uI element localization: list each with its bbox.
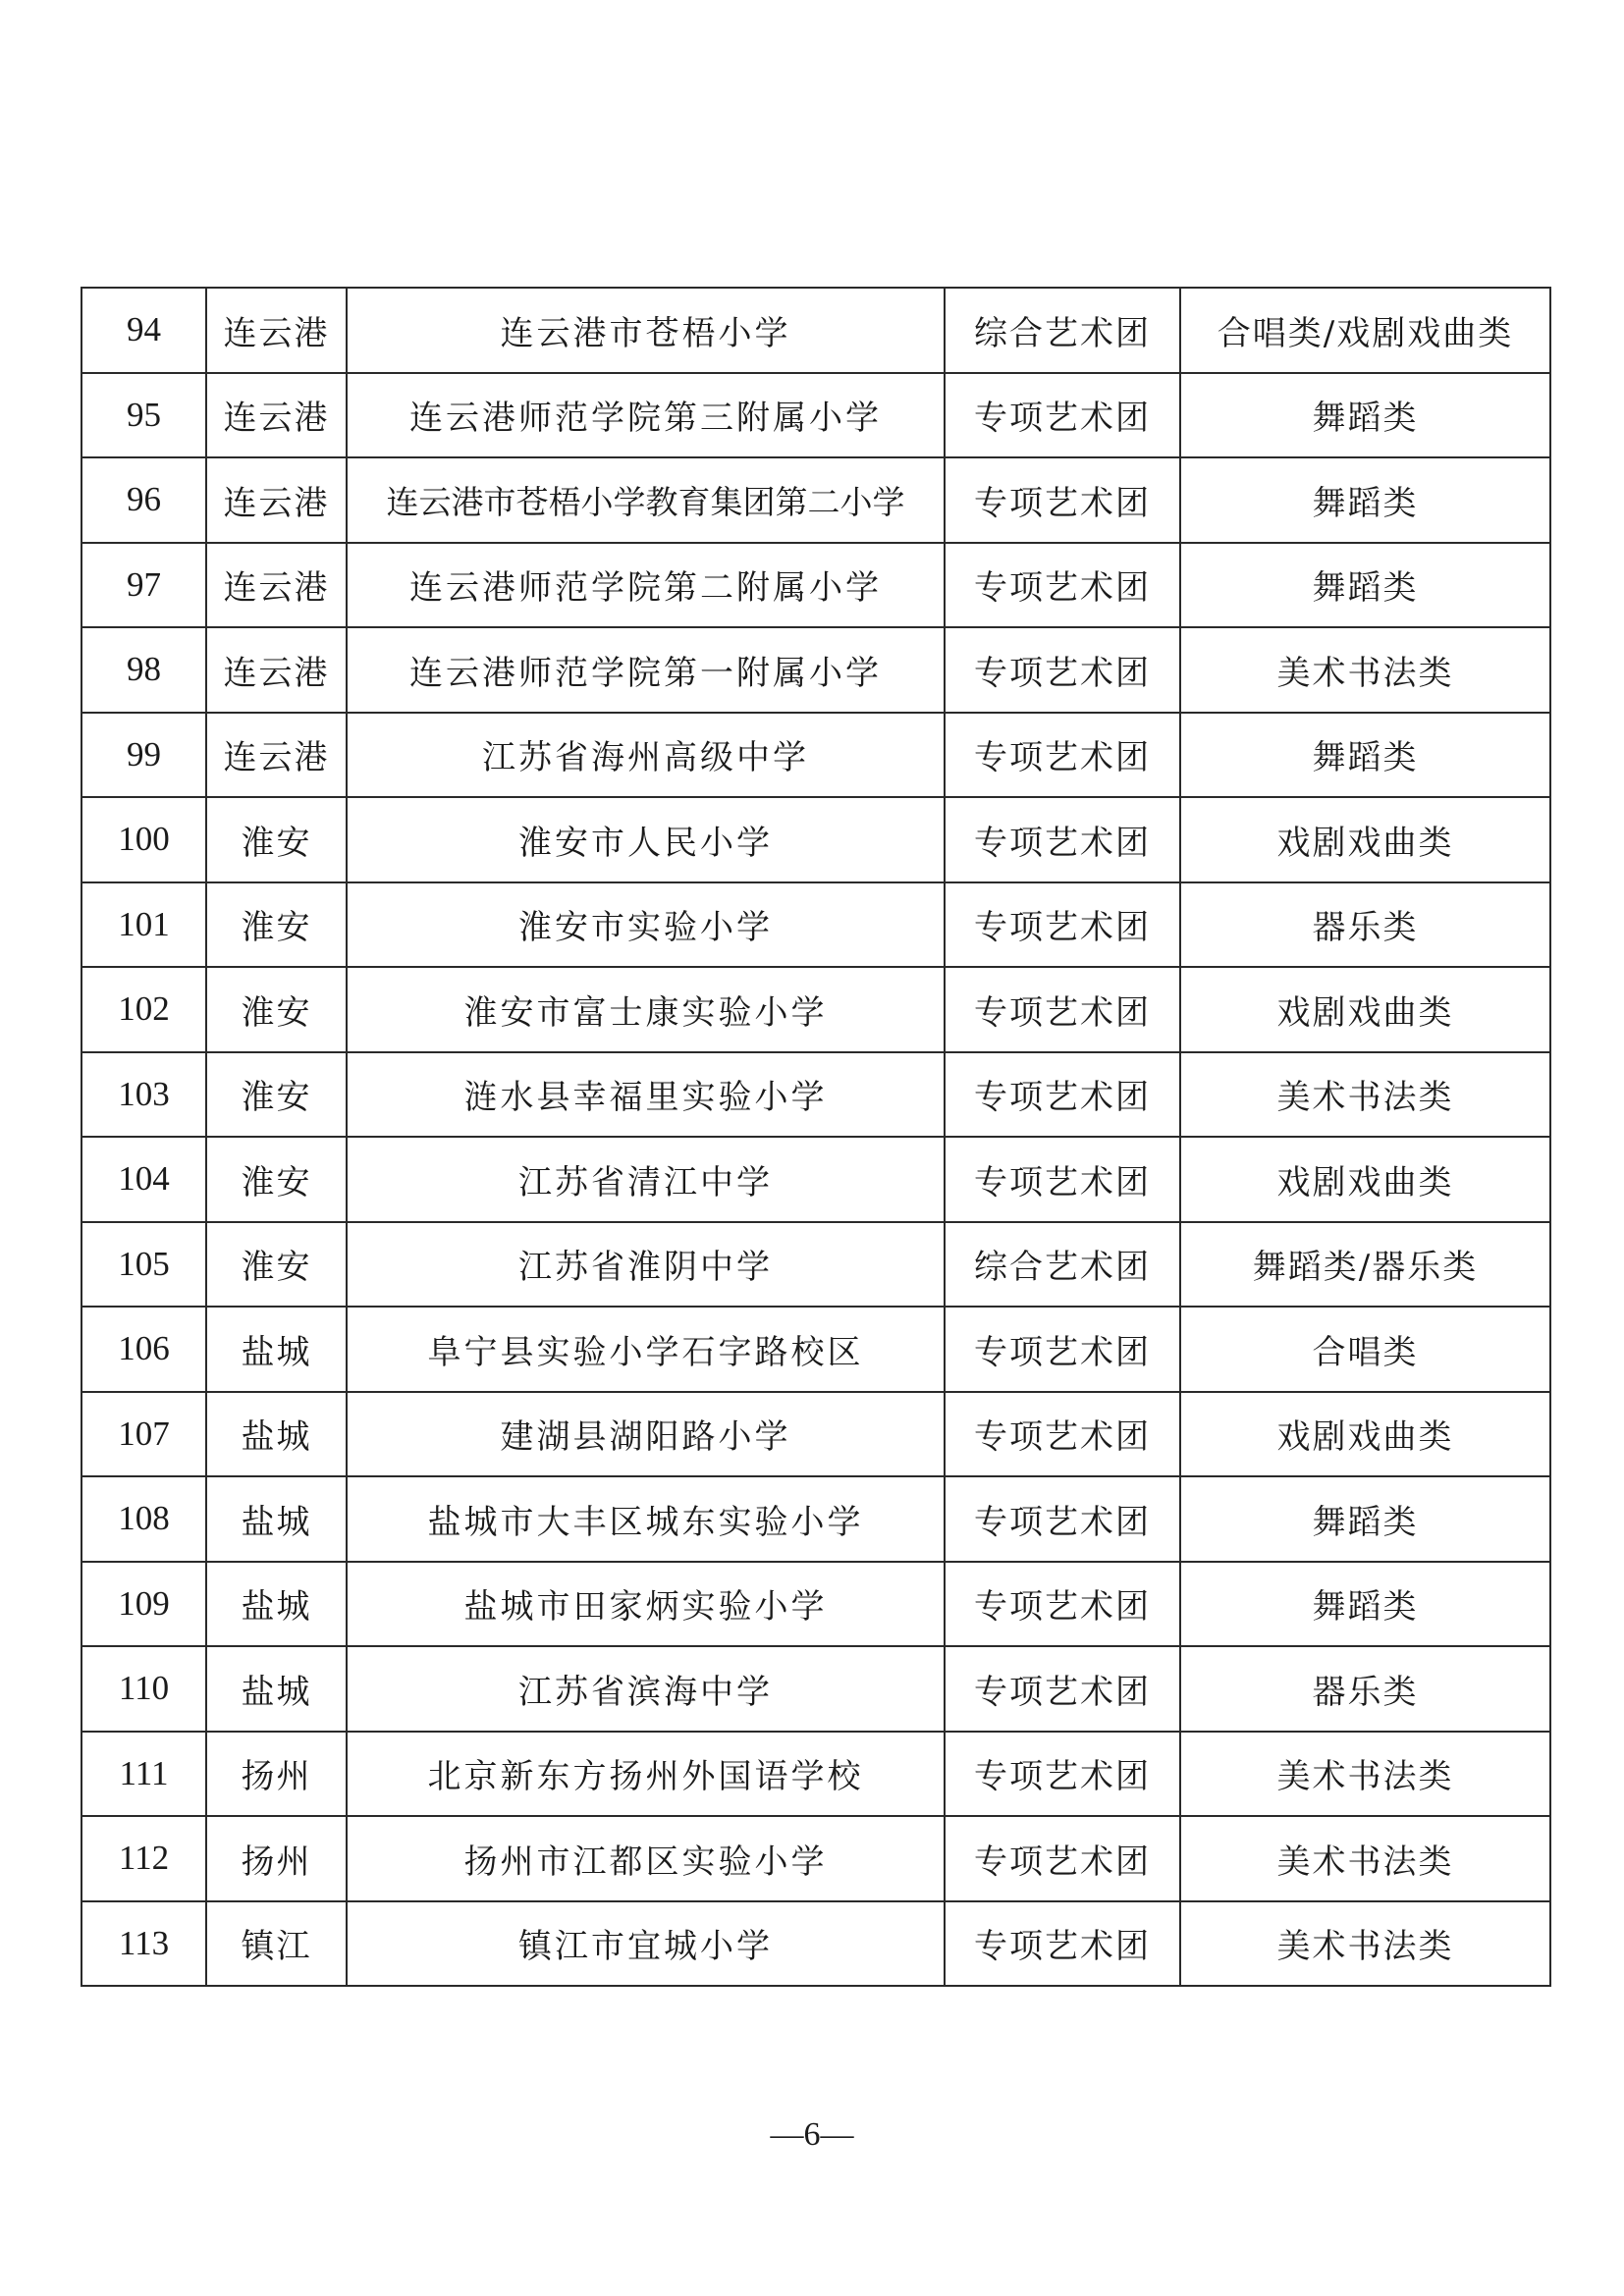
table-row	[81, 882, 1550, 968]
table-row	[81, 1307, 1550, 1392]
cell-troupe-type: 专项艺术团	[945, 1732, 1180, 1817]
cell-school: 北京新东方扬州外国语学校	[347, 1732, 945, 1817]
cell-number: 103	[81, 1052, 206, 1138]
cell-number: 113	[81, 1901, 206, 1987]
cell-category: 戏剧戏曲类	[1180, 1137, 1550, 1222]
cell-city: 连云港	[206, 543, 347, 628]
cell-category: 舞蹈类	[1180, 457, 1550, 543]
table-row	[81, 1816, 1550, 1901]
cell-school: 淮安市实验小学	[347, 882, 945, 968]
cell-number: 105	[81, 1222, 206, 1308]
cell-category: 合唱类	[1180, 1307, 1550, 1392]
cell-troupe-type: 专项艺术团	[945, 882, 1180, 968]
cell-school: 盐城市田家炳实验小学	[347, 1562, 945, 1647]
cell-city: 盐城	[206, 1307, 347, 1392]
cell-category: 美术书法类	[1180, 1901, 1550, 1987]
cell-number: 110	[81, 1646, 206, 1732]
cell-school: 淮安市人民小学	[347, 797, 945, 882]
cell-city: 淮安	[206, 1222, 347, 1308]
cell-number: 98	[81, 627, 206, 713]
cell-troupe-type: 专项艺术团	[945, 713, 1180, 798]
cell-city: 连云港	[206, 713, 347, 798]
cell-number: 112	[81, 1816, 206, 1901]
cell-number: 106	[81, 1307, 206, 1392]
table-row	[81, 797, 1550, 882]
cell-school: 阜宁县实验小学石字路校区	[347, 1307, 945, 1392]
cell-troupe-type: 专项艺术团	[945, 1646, 1180, 1732]
cell-category: 舞蹈类	[1180, 1476, 1550, 1562]
table-row	[81, 713, 1550, 798]
cell-troupe-type: 专项艺术团	[945, 797, 1180, 882]
cell-city: 盐城	[206, 1392, 347, 1477]
cell-number: 97	[81, 543, 206, 628]
table-body	[81, 288, 1550, 1986]
cell-category: 戏剧戏曲类	[1180, 967, 1550, 1052]
cell-school: 盐城市大丰区城东实验小学	[347, 1476, 945, 1562]
cell-city: 扬州	[206, 1732, 347, 1817]
cell-number: 94	[81, 288, 206, 373]
cell-category: 戏剧戏曲类	[1180, 1392, 1550, 1477]
cell-city: 连云港	[206, 627, 347, 713]
cell-school: 淮安市富士康实验小学	[347, 967, 945, 1052]
cell-category: 器乐类	[1180, 882, 1550, 968]
table-row	[81, 1052, 1550, 1138]
cell-category: 美术书法类	[1180, 1816, 1550, 1901]
cell-number: 104	[81, 1137, 206, 1222]
cell-number: 96	[81, 457, 206, 543]
table-row	[81, 1392, 1550, 1477]
cell-troupe-type: 专项艺术团	[945, 543, 1180, 628]
cell-school: 江苏省淮阴中学	[347, 1222, 945, 1308]
cell-number: 111	[81, 1732, 206, 1817]
cell-number: 101	[81, 882, 206, 968]
cell-category: 合唱类/戏剧戏曲类	[1180, 288, 1550, 373]
table-row	[81, 543, 1550, 628]
cell-troupe-type: 专项艺术团	[945, 1137, 1180, 1222]
cell-troupe-type: 专项艺术团	[945, 627, 1180, 713]
table-row	[81, 627, 1550, 713]
cell-city: 淮安	[206, 1137, 347, 1222]
cell-number: 95	[81, 373, 206, 458]
cell-troupe-type: 专项艺术团	[945, 1562, 1180, 1647]
cell-school: 江苏省清江中学	[347, 1137, 945, 1222]
table-row	[81, 1476, 1550, 1562]
cell-city: 淮安	[206, 1052, 347, 1138]
cell-school: 连云港师范学院第一附属小学	[347, 627, 945, 713]
cell-number: 100	[81, 797, 206, 882]
cell-school: 江苏省滨海中学	[347, 1646, 945, 1732]
table-row	[81, 373, 1550, 458]
cell-city: 连云港	[206, 373, 347, 458]
page-number: —6—	[770, 2116, 854, 2153]
cell-troupe-type: 综合艺术团	[945, 1222, 1180, 1308]
cell-city: 淮安	[206, 797, 347, 882]
cell-category: 舞蹈类	[1180, 713, 1550, 798]
cell-school: 建湖县湖阳路小学	[347, 1392, 945, 1477]
cell-school: 连云港师范学院第二附属小学	[347, 543, 945, 628]
table-row	[81, 1137, 1550, 1222]
cell-category: 舞蹈类/器乐类	[1180, 1222, 1550, 1308]
cell-city: 淮安	[206, 967, 347, 1052]
table-row	[81, 1646, 1550, 1732]
cell-city: 连云港	[206, 288, 347, 373]
cell-school: 连云港市苍梧小学教育集团第二小学	[347, 457, 945, 543]
cell-city: 淮安	[206, 882, 347, 968]
cell-city: 扬州	[206, 1816, 347, 1901]
cell-number: 108	[81, 1476, 206, 1562]
cell-category: 舞蹈类	[1180, 373, 1550, 458]
cell-category: 美术书法类	[1180, 627, 1550, 713]
cell-school: 江苏省海州高级中学	[347, 713, 945, 798]
cell-troupe-type: 专项艺术团	[945, 967, 1180, 1052]
cell-category: 器乐类	[1180, 1646, 1550, 1732]
cell-city: 镇江	[206, 1901, 347, 1987]
cell-number: 109	[81, 1562, 206, 1647]
cell-number: 99	[81, 713, 206, 798]
school-art-troupe-table	[81, 287, 1551, 1987]
table-row	[81, 967, 1550, 1052]
table-row	[81, 1732, 1550, 1817]
cell-category: 舞蹈类	[1180, 1562, 1550, 1647]
cell-number: 102	[81, 967, 206, 1052]
cell-city: 盐城	[206, 1646, 347, 1732]
cell-category: 舞蹈类	[1180, 543, 1550, 628]
cell-troupe-type: 专项艺术团	[945, 1476, 1180, 1562]
cell-troupe-type: 专项艺术团	[945, 457, 1180, 543]
cell-troupe-type: 专项艺术团	[945, 1816, 1180, 1901]
cell-city: 盐城	[206, 1562, 347, 1647]
cell-troupe-type: 专项艺术团	[945, 1307, 1180, 1392]
table-row	[81, 1222, 1550, 1308]
cell-troupe-type: 专项艺术团	[945, 373, 1180, 458]
cell-category: 美术书法类	[1180, 1052, 1550, 1138]
cell-number: 107	[81, 1392, 206, 1477]
cell-school: 连云港市苍梧小学	[347, 288, 945, 373]
cell-troupe-type: 专项艺术团	[945, 1392, 1180, 1477]
cell-troupe-type: 专项艺术团	[945, 1901, 1180, 1987]
cell-city: 盐城	[206, 1476, 347, 1562]
table-row	[81, 457, 1550, 543]
cell-school: 涟水县幸福里实验小学	[347, 1052, 945, 1138]
cell-troupe-type: 专项艺术团	[945, 1052, 1180, 1138]
cell-troupe-type: 综合艺术团	[945, 288, 1180, 373]
cell-city: 连云港	[206, 457, 347, 543]
cell-school: 镇江市宜城小学	[347, 1901, 945, 1987]
cell-school: 扬州市江都区实验小学	[347, 1816, 945, 1901]
cell-category: 美术书法类	[1180, 1732, 1550, 1817]
table-row	[81, 1562, 1550, 1647]
cell-category: 戏剧戏曲类	[1180, 797, 1550, 882]
table-row	[81, 288, 1550, 373]
table-row	[81, 1901, 1550, 1987]
cell-school: 连云港师范学院第三附属小学	[347, 373, 945, 458]
